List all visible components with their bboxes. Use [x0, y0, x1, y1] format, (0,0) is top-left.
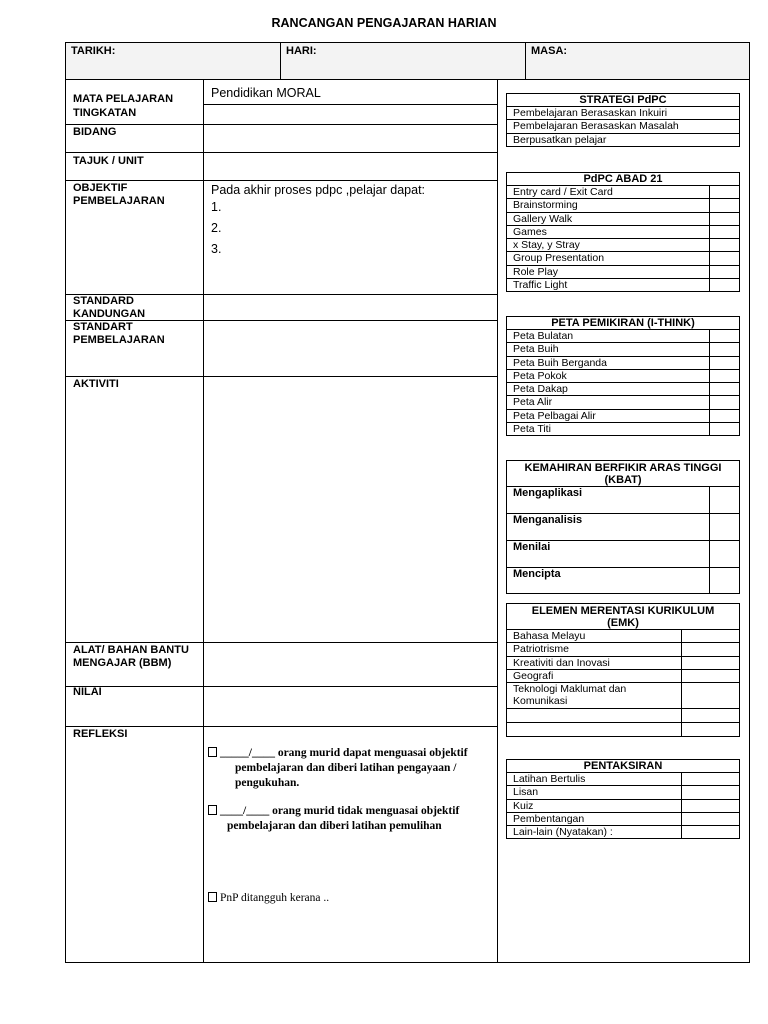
ithink-title: PETA PEMIKIRAN (I-THINK) [507, 317, 739, 330]
emk-item-line2: Komunikasi [513, 695, 568, 708]
tick-box[interactable] [681, 773, 682, 785]
tick-box[interactable] [709, 226, 710, 238]
ithink-panel [506, 316, 740, 436]
tick-box[interactable] [709, 213, 710, 225]
emk-item[interactable]: Bahasa Melayu [507, 630, 739, 643]
tick-box[interactable] [709, 239, 710, 251]
tick-box[interactable] [709, 568, 710, 593]
abad21-panel [506, 172, 740, 292]
tick-box[interactable] [681, 630, 682, 642]
standard-kandungan-line1: STANDARD [73, 295, 134, 307]
kbat-title-line2: (KBAT) [604, 474, 642, 486]
alat-bbm-line1: ALAT/ BAHAN BANTU [73, 644, 189, 656]
tick-box[interactable] [681, 800, 682, 812]
pentaksiran-item[interactable]: Latihan Bertulis [507, 773, 739, 786]
tick-box[interactable] [709, 541, 710, 567]
tick-box[interactable] [709, 279, 710, 291]
tick-box[interactable] [681, 657, 682, 669]
row-divider [66, 686, 497, 687]
bidang-label: BIDANG [73, 126, 117, 138]
header-row [65, 42, 750, 80]
kbat-panel [506, 460, 740, 594]
abad21-item[interactable]: Traffic Light [507, 279, 739, 291]
ithink-item[interactable]: Peta Alir [507, 396, 739, 409]
tick-box[interactable] [681, 786, 682, 798]
checkbox-icon[interactable] [208, 747, 217, 757]
ithink-item[interactable]: Peta Buih [507, 343, 739, 356]
row-divider [66, 376, 497, 377]
objektif-item-1: 1. [211, 200, 222, 214]
mata-pelajaran-label: MATA PELAJARAN [73, 93, 174, 105]
alat-bbm-line2: MENGAJAR (BBM) [73, 656, 172, 669]
objektif-label-line2: PEMBELAJARAN [73, 194, 165, 207]
refleksi-1c: pengukuhan. [235, 777, 300, 789]
tick-box[interactable] [709, 487, 710, 513]
tick-box[interactable] [709, 423, 710, 435]
abad21-title: PdPC ABAD 21 [507, 173, 739, 186]
strategi-title: STRATEGI PdPC [507, 94, 739, 107]
strategi-panel [506, 93, 740, 147]
emk-panel [506, 603, 740, 737]
hari-label: HARI: [286, 45, 317, 57]
aktiviti-label: AKTIVITI [73, 378, 119, 390]
ithink-item[interactable]: Peta Bulatan [507, 330, 739, 343]
refleksi-1a: _____/____ orang murid dapat menguasai objektif [220, 747, 468, 759]
refleksi-option-1[interactable] [208, 746, 468, 791]
standart-pembelajaran-line1: STANDART [73, 321, 133, 333]
tick-box[interactable] [709, 266, 710, 278]
ithink-item[interactable]: Peta Pelbagai Alir [507, 410, 739, 423]
row-divider [66, 726, 497, 727]
row-divider [66, 152, 497, 153]
mata-pelajaran-value[interactable]: Pendidikan MORAL [211, 86, 321, 100]
row-divider [66, 180, 497, 181]
tick-box[interactable] [709, 186, 710, 198]
emk-title-line2: (EMK) [607, 617, 639, 629]
tarikh-field[interactable] [66, 43, 281, 79]
right-panel-divider [497, 80, 498, 962]
ithink-item[interactable]: Peta Pokok [507, 370, 739, 383]
emk-item[interactable]: Geografi [507, 670, 739, 683]
kbat-item[interactable]: Menganalisis [507, 514, 739, 541]
masa-field[interactable] [526, 43, 751, 79]
objektif-item-2: 2. [211, 221, 222, 235]
tarikh-label: TARIKH: [71, 45, 116, 57]
alat-bbm-label [73, 644, 189, 669]
hari-field[interactable] [281, 43, 526, 79]
refleksi-option-2[interactable] [208, 804, 459, 834]
pentaksiran-panel [506, 759, 740, 839]
kbat-item[interactable]: Mengaplikasi [507, 487, 739, 514]
tajuk-label: TAJUK / UNIT [73, 155, 144, 167]
masa-label: MASA: [531, 45, 568, 57]
pentaksiran-title: PENTAKSIRAN [507, 760, 739, 773]
standard-kandungan-line2: KANDUNGAN [73, 307, 146, 320]
tick-box[interactable] [681, 709, 682, 722]
refleksi-1b: pembelajaran dan diberi latihan pengayaan / [235, 762, 457, 774]
tick-box[interactable] [681, 643, 682, 655]
strategi-item[interactable]: Berpusatkan pelajar [513, 133, 607, 146]
tick-box[interactable] [681, 813, 682, 825]
pentaksiran-item[interactable]: Lisan [507, 786, 739, 799]
ithink-item[interactable]: Peta Buih Berganda [507, 357, 739, 370]
tick-box[interactable] [681, 723, 682, 736]
strategi-item[interactable]: Pembelajaran Berasaskan Inkuiri [507, 107, 739, 120]
row-divider [66, 124, 497, 125]
tick-box[interactable] [709, 383, 710, 395]
refleksi-2b: pembelajaran dan diberi latihan pemulihan [227, 820, 442, 832]
strategi-item[interactable]: Pembelajaran Berasaskan Masalah [507, 120, 739, 133]
tick-box[interactable] [709, 396, 710, 408]
refleksi-2a: ____/____ orang murid tidak menguasai objektif [220, 805, 460, 817]
objektif-intro: Pada akhir proses pdpc ,pelajar dapat: [211, 183, 426, 197]
kbat-item[interactable]: Menilai [507, 541, 739, 568]
refleksi-3: PnP ditangguh kerana .. [220, 892, 330, 904]
emk-item[interactable] [507, 683, 739, 709]
nilai-label: NILAI [73, 686, 102, 698]
tick-box[interactable] [709, 370, 710, 382]
tick-box[interactable] [681, 683, 682, 708]
standard-kandungan-label [73, 295, 145, 320]
label-column-divider [203, 80, 204, 962]
abad21-item[interactable]: Brainstorming [507, 199, 739, 212]
emk-title [507, 604, 739, 630]
refleksi-label: REFLEKSI [73, 728, 128, 740]
emk-item[interactable]: Kreativiti dan Inovasi [507, 657, 739, 670]
tick-box[interactable] [681, 826, 682, 838]
objektif-label-line1: OBJEKTIF [73, 182, 128, 194]
emk-item-blank[interactable] [507, 723, 739, 736]
emk-item-blank[interactable] [507, 709, 739, 723]
pentaksiran-item[interactable]: Kuiz [507, 800, 739, 813]
tingkatan-label: TINGKATAN [73, 107, 137, 119]
kbat-title [507, 461, 739, 487]
emk-title-line1: ELEMEN MERENTASI KURIKULUM [531, 605, 715, 617]
emk-item-line1: Teknologi Maklumat dan [513, 683, 627, 696]
abad21-item[interactable]: Entry card / Exit Card [507, 186, 739, 199]
standart-pembelajaran-line2: PEMBELAJARAN [73, 333, 165, 346]
abad21-item[interactable]: Gallery Walk [507, 213, 739, 226]
abad21-item[interactable]: Games [507, 226, 739, 239]
objektif-item-3: 3. [211, 242, 222, 256]
row-divider [66, 642, 497, 643]
abad21-item[interactable]: Group Presentation [507, 252, 739, 265]
abad21-item[interactable]: Role Play [507, 266, 739, 279]
tick-box[interactable] [709, 343, 710, 355]
objektif-content[interactable] [211, 183, 425, 260]
pentaksiran-item[interactable]: Pembentangan [507, 813, 739, 826]
tick-box[interactable] [681, 670, 682, 682]
standart-pembelajaran-label [73, 321, 165, 346]
tick-box[interactable] [709, 252, 710, 264]
abad21-item[interactable]: x Stay, y Stray [507, 239, 739, 252]
refleksi-option-3[interactable] [208, 891, 329, 906]
checkbox-icon[interactable] [208, 892, 217, 902]
emk-item[interactable]: Patriotrisme [507, 643, 739, 656]
page-title: RANCANGAN PENGAJARAN HARIAN [271, 16, 497, 30]
pentaksiran-item[interactable]: Lain-lain (Nyatakan) : [507, 826, 739, 838]
row-divider [204, 104, 497, 105]
tick-box[interactable] [709, 330, 710, 342]
tick-box[interactable] [709, 199, 710, 211]
tick-box[interactable] [709, 410, 710, 422]
checkbox-icon[interactable] [208, 805, 217, 815]
objektif-label [73, 182, 165, 207]
ithink-item[interactable]: Peta Titi [507, 423, 739, 435]
kbat-item[interactable]: Mencipta [507, 568, 739, 593]
kbat-title-line1: KEMAHIRAN BERFIKIR ARAS TINGGI [524, 462, 722, 474]
tick-box[interactable] [709, 357, 710, 369]
tick-box[interactable] [709, 514, 710, 540]
ithink-item[interactable]: Peta Dakap [507, 383, 739, 396]
